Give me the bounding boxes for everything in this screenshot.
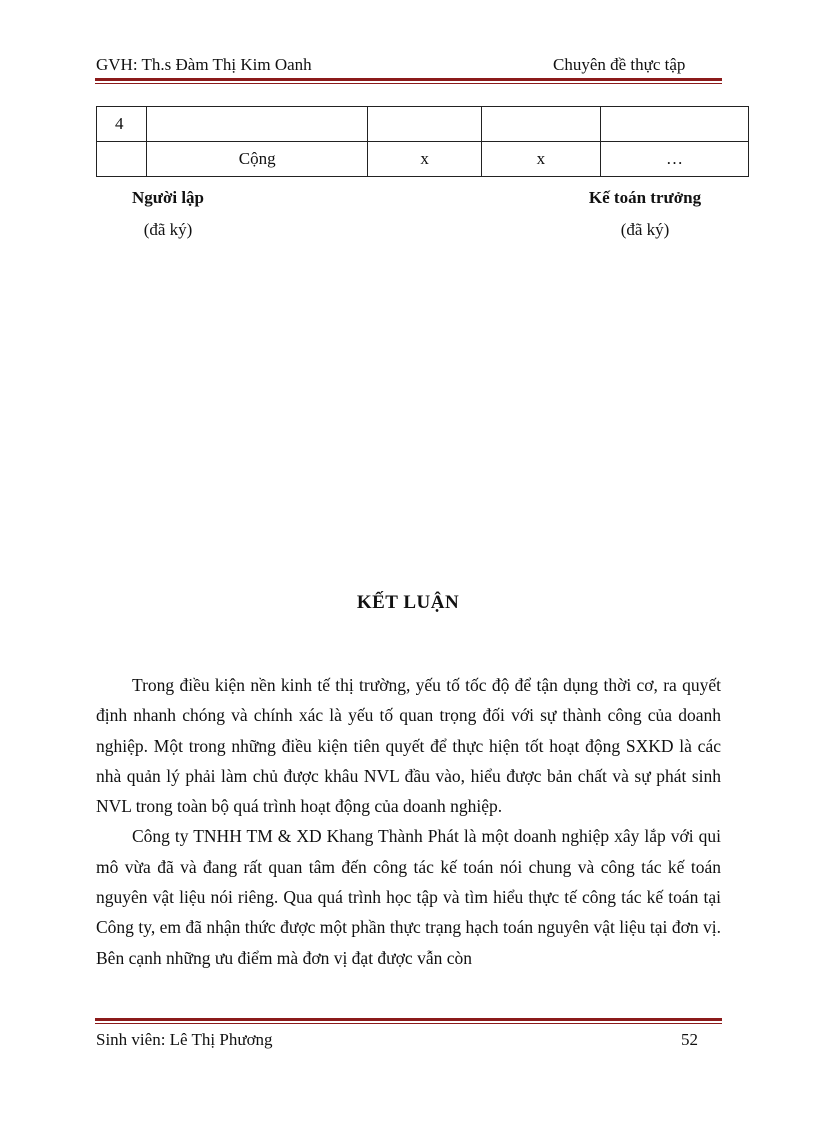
- header-rule-thick: [95, 78, 722, 81]
- table-cell: 4: [97, 107, 147, 142]
- table-cell: [600, 107, 748, 142]
- paragraph: Trong điều kiện nền kinh tế thị trường, yếu tố tốc độ để tận dụng thời cơ, ra quyết định nhanh chóng và chính xác là yếu tố quan trọng đối với sự thành công của doanh nghiệp. Một trong những điều kiện tiên quyết để thực hiện tốt hoạt động SXKD là các nhà quản lý phải làm chủ được khâu NVL đầu vào, hiểu được bản chất và sự phát sinh NVL trong toàn bộ quá trình hoạt động của doanh nghiệp.: [96, 675, 721, 817]
- signature-note: (đã ký): [143, 220, 193, 239]
- header-rule-thin: [95, 83, 722, 84]
- page-number: 52: [681, 1030, 698, 1049]
- paragraph: Công ty TNHH TM & XD Khang Thành Phát là một doanh nghiệp xây lắp với qui mô vừa đã và đang rất quan tâm đến công tác kế toán nói chung và công tác kế toán nguyên vật liệu nói riêng. Qua quá trình học tập và tìm hiểu thực tế công tác kế toán tại Công ty, em đã nhận thức được một phần thực trạng hạch toán nguyên vật liệu tại đơn vị. Bên cạnh những ưu điểm mà đơn vị đạt được vẫn còn: [96, 826, 721, 968]
- table-cell: [97, 142, 147, 177]
- signature-preparer: [108, 187, 228, 241]
- header-document-type: Chuyên đề thực tập: [553, 55, 686, 74]
- total-label-cell: Cộng: [146, 142, 368, 177]
- table-row: [97, 107, 749, 142]
- signature-note: (đã ký): [620, 220, 670, 239]
- table-cell: …: [600, 142, 748, 177]
- header-instructor: GVH: Th.s Đàm Thị Kim Oanh: [96, 55, 312, 74]
- footer-rule-thin: [95, 1023, 722, 1024]
- table-cell: [481, 107, 600, 142]
- table-cell: [146, 107, 368, 142]
- table-cell: x: [368, 142, 481, 177]
- table-row-total: [97, 142, 749, 177]
- signature-role: Kế toán trưởng: [588, 188, 702, 207]
- section-title: KẾT LUẬN: [356, 592, 460, 613]
- table-cell: [368, 107, 481, 142]
- footer-student: Sinh viên: Lê Thị Phương: [96, 1030, 273, 1049]
- signature-role: Người lập: [131, 188, 205, 207]
- conclusion-body: [96, 670, 721, 973]
- table-cell: x: [481, 142, 600, 177]
- summary-table: [96, 106, 749, 177]
- signature-chief-accountant: [570, 187, 720, 241]
- footer-rule-thick: [95, 1018, 722, 1021]
